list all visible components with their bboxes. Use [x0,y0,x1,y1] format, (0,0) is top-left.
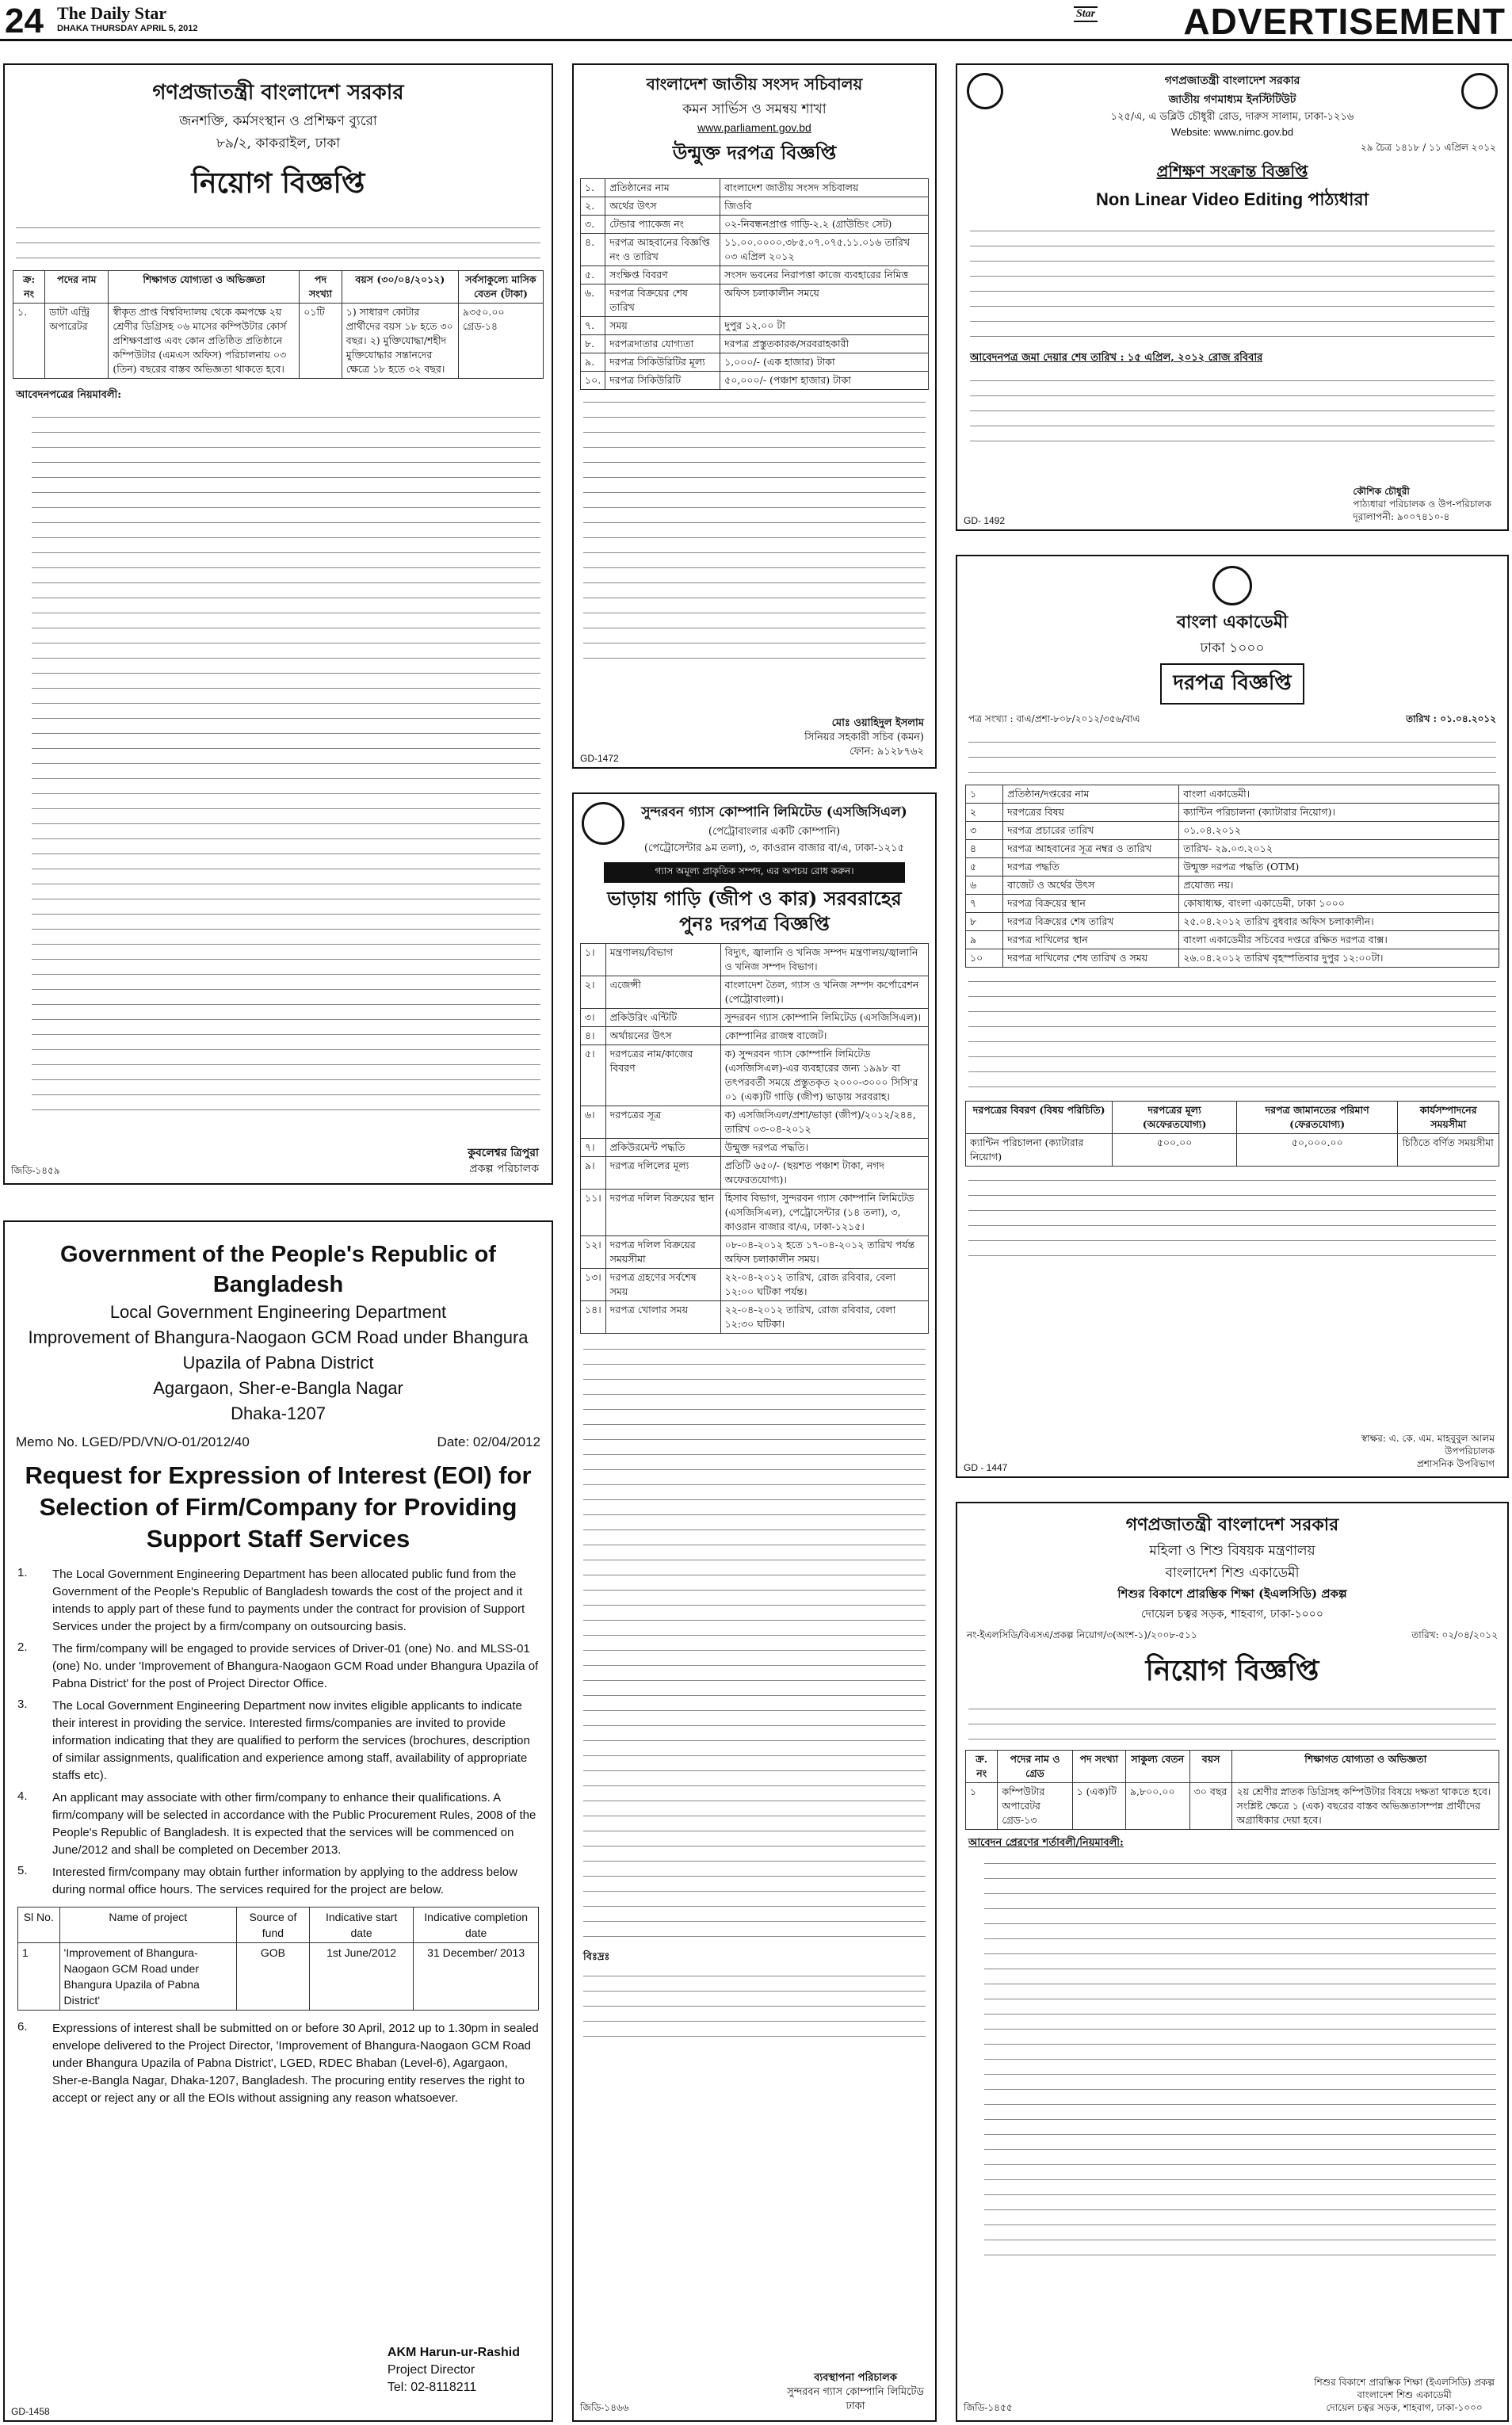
tender-table [965,785,1499,968]
col-header: সর্বসাকুল্যে মাসিক বেতন (টাকা) [458,271,543,304]
signer-phone: Tel: 02-8118211 [387,2381,477,2394]
cell: দরপত্র দাখিলের শেষ তারিখ ও সময় [1003,949,1179,968]
table-row [581,944,929,976]
cell: ১ (এক)টি [1072,1783,1125,1830]
slogan-band: গ্যাস অমূল্য প্রাকৃতিক সম্পদ, এর অপচয় রোধ করুন। [604,862,905,883]
signer-title: ব্যবস্থাপনা পরিচালক [814,2372,897,2384]
table-row [18,1943,539,2011]
cell: ৩. [581,216,605,234]
cell: দরপত্র বিক্রয়ের শেষ তারিখ [1003,913,1179,931]
col-header: Name of project [59,1908,236,1943]
nimc-logo-icon [1461,73,1498,109]
cell: হিসাব বিভাগ, সুন্দরবন গ্যাস কোম্পানি লিমিটেড (এসজিসিএল), পেট্রোসেন্টার (১৪ তলা), ৩, কাওরান বাজার বা/এ, ঢাকা-১২১৫। [720,1190,928,1236]
cell: ৪ [966,840,1003,858]
cell: ৫ [966,858,1003,876]
signer-name: স্বাক্ষর: এ. কে. এম. মাহবুবুল আলম [1361,1433,1495,1444]
cell: উন্মুক্ত দরপত্র পদ্ধতি (OTM) [1179,858,1499,876]
paragraph-3: 3. The Local Government Engineering Department now invites eligible applicants to indicate their interest in providing the service. Interested firms/companies are invited to provide information indicating that they are qualified to perform the services (brochures, description of similar assignments, qualification and experience among staff, availability of appropriate staffs etc). [17,1698,530,1782]
col-header: Indicative completion date [414,1908,539,1943]
cell: ২২-০৪-২০১২ তারিখ, রোজ রবিবার, বেলা ১২:৩০ ঘটিকা। [720,1301,928,1334]
signer-title: শিশুর বিকাশে প্রারম্ভিক শিক্ষা (ইএলসিডি) প্রকল্প [1314,2377,1495,2388]
cell: দরপত্র আহবানের সূত্র নম্বর ও তারিখ [1003,840,1179,858]
table-row [581,1190,929,1236]
cell: ৭ [966,895,1003,913]
col-header: দরপত্রের মূল্য (অফেরতযোগ্য) [1113,1102,1237,1134]
gd-code: GD- 1492 [964,515,1006,526]
cell: প্রযোজ্য নয়। [1179,876,1499,895]
section-title: ADVERTISEMENT [1183,1,1506,42]
cell: প্রকিউরমেন্ট পদ্ধতি [605,1139,720,1157]
col-header: বয়স [1189,1751,1232,1783]
academy-logo-icon [1212,566,1252,605]
table-row [581,1269,929,1301]
cell: ৩। [581,1009,606,1027]
ad-shishu-academy-recruitment [956,1502,1509,2422]
conditions-text [5,407,552,1110]
ad-address: (পেট্রোসেন্টার ৯ম তলা), ৩, কাওরান বাজার বা/এ, ঢাকা-১২১৫ [643,842,905,854]
cell: ২. [581,197,605,216]
col-header: পদের নাম ও গ্রেড [998,1751,1072,1783]
cell: জিওবি [720,197,929,216]
signer-title: সিনিয়র সহকারী সচিব (কমন) [804,731,924,743]
signer-title: উপপরিচালক [1445,1445,1495,1457]
signer-name: AKM Harun-ur-Rashid [387,2346,520,2359]
ad-title: বাংলা একাডেমী [1176,612,1289,632]
cell: ৯,৮০০.০০ [1125,1783,1189,1830]
table-row [581,179,929,197]
table-row [581,1045,929,1106]
cell: দরপত্র দলিল বিক্রয়ের স্থান [605,1190,720,1236]
intro-text [5,220,552,258]
cell: দরপত্রদাতার যোগ্যতা [605,335,720,353]
signer-name: কৌশিক চৌধুরী [1353,486,1410,497]
notice-date: ২৯ চৈত্র ১৪১৮ / ১১ এপ্রিল ২০১২ [1360,142,1496,153]
cell: ২ [966,804,1003,822]
cell: সময় [605,317,720,335]
cell: ২৬.০৪.২০১২ তারিখ বৃহস্পতিবার দুপুর ১২:০০টা। [1179,949,1499,968]
cell: 1st June/2012 [309,1943,413,2011]
cell: দরপত্র প্রচারের তারিখ [1003,822,1179,840]
cell: স্বীকৃত প্রাপ্ত বিশ্ববিদ্যালয় থেকে কমপক্ষে ২য় শ্রেণীর ডিগ্রিসহ ০৬ মাসের কম্পিউটার কোর্স প্রশিক্ষণপ্রাপ্ত এবং কোন প্রতিষ্ঠিত প্রতিষ্ঠানে কম্পিউটার (এমএস অফিস) পরিচালনায় ০৩ (তিন) বছরের বাস্তব অভিজ্ঞতা থাকতে হবে। [109,304,300,379]
ad-heading: ভাড়ায় গাড়ি (জীপ ও কার) সরবরাহের [607,887,902,910]
department: Local Government Engineering Department [109,1302,447,1322]
project-name: Improvement of Bhangura-Naogaon GCM Road under Bhangura Upazila of Pabna District [28,1327,529,1373]
cell: ১. [13,304,45,379]
website-link[interactable]: www.parliament.gov.bd [697,121,811,134]
memo-date: তারিখ: ০২/০৪/২০১২ [1411,1629,1498,1640]
company-logo-icon [582,802,624,845]
ad-title: গণপ্রজাতন্ত্রী বাংলাদেশ সরকার [1125,1514,1339,1535]
cell: প্রকিউরিং এন্টিটি [605,1009,720,1027]
city: Dhaka-1207 [231,1403,326,1423]
tender-table [580,178,929,390]
cell: ২। [581,976,606,1009]
vacancy-table [13,270,544,379]
cell: অর্থায়নের উৎস [605,1027,720,1045]
intro-text [957,730,1507,785]
table-row [966,840,1499,858]
table-row [966,1783,1499,1830]
tender-details [957,968,1507,1101]
cell: ১) সাধারণ কোটার প্রার্থীদের বয়স ১৮ হতে ৩০ বছর। ২) মুক্তিযোদ্ধা/শহীদ মুক্তিযোদ্ধার সন্তানদের ক্ষেত্রে ১৮ হতে ৩২ বছর। [342,304,458,379]
table-row [581,1009,929,1027]
ad-parliament-tender [572,63,937,769]
table-row [581,234,929,266]
issue-date: DHAKA THURSDAY APRIL 5, 2012 [57,24,198,33]
table-row [581,266,929,285]
gd-code: জিডি-১৪৫৯ [11,1165,60,1176]
ad-address: ৮৯/২, কাকরাইল, ঢাকা [216,136,341,151]
ad-subtitle: কমন সার্ভিস ও সমন্বয় শাখা [682,101,827,117]
cell: ১১.০০.০০০০.৩৮৫.০৭.০৭৫.১১.০১৬ তারিখ ০৩ এপ্রিল ২০১২ [720,234,929,266]
cell: কোষাধ্যক্ষ, বাংলা একাডেমী, ঢাকা ১০০০ [1179,895,1499,913]
col-header: Source of fund [236,1908,309,1943]
ad-heading: দরপত্র বিজ্ঞপ্তি [1160,663,1304,705]
cell: বাংলাদেশ জাতীয় সংসদ সচিবালয় [720,179,929,197]
cell: কম্পিউটার অপারেটর গ্রেড-১৩ [998,1783,1072,1830]
cell: দরপত্রের নাম/কাজের বিবরণ [605,1045,720,1106]
gd-code: জিডি-১৪৬৬ [580,2402,629,2413]
cell: দরপত্রের বিষয় [1003,804,1179,822]
signer-name: মোঃ ওয়াহিদুল ইসলাম [831,717,924,729]
notice-text-2 [957,369,1507,453]
paper-logo: Star [1074,6,1098,22]
cell: দরপত্র দাখিলের স্থান [1003,931,1179,949]
ministry: মহিলা ও শিশু বিষয়ক মন্ত্রণালয় [1149,1543,1315,1559]
tender-table [580,943,929,1334]
cell: সংক্ষিপ্ত বিবরণ [605,266,720,285]
cell: প্রতিষ্ঠানের নাম [605,179,720,197]
ad-bangla-academy-tender [956,555,1509,1478]
col-header: বয়স (৩০/০৪/২০১২) [342,271,458,304]
cell: ১. [581,179,605,197]
table-row [581,285,929,317]
table-row [581,1236,929,1269]
conditions-text [957,1854,1507,2255]
closing-text [957,1167,1507,1270]
conditions-title: আবেদনপত্রের নিয়মাবলী: [16,389,122,401]
cell: অর্থের উৎস [605,197,720,216]
col-header: Sl No. [18,1908,60,1943]
gd-code: GD-1458 [11,2406,50,2417]
cell: দরপত্র সিকিউরিটি [605,372,720,390]
table-row [581,1157,929,1190]
cell: ১২। [581,1236,606,1269]
table-row [581,1301,929,1334]
cell: ১১। [581,1190,606,1236]
table-row [966,895,1499,913]
cell: ৪। [581,1027,606,1045]
signer-city: ঢাকা [846,2400,865,2412]
paragraph-6: 6. Expressions of interest shall be submitted on or before 30 April, 2012 up to 1.30pm in sealed envelope delivered to the Project Director, 'Improvement of Bhangura-Naogaon GCM Road under Bhangura Upazila of Pabna District', LGED, RDEC Bhaban (Level-6), Agargaon, Sher-e-Bangla Nagar, Dhaka-1207, Bangladesh. The procuring entity reserves the right to accept or reject any or all the EOIs without assigning any reason whatsoever. [17,2020,539,2105]
cell: টেন্ডার প্যাকেজ নং [605,216,720,234]
col-header: কার্যসম্পাদনের সময়সীমা [1398,1102,1499,1134]
cell: ০৮-০৪-২০১২ হতে ১৭-০৪-২০১২ তারিখ পর্যন্ত অফিস চলাকালীন সময়। [720,1236,928,1269]
table-row [966,913,1499,931]
col-header: পদ সংখ্যা [300,271,342,304]
cell: 31 December/ 2013 [414,1943,539,2011]
table-row [966,785,1499,804]
memo-number: পত্র সংখ্যা : বাএ/প্রশা-৮০৮/২০১২/৩৫৬/বাএ [968,713,1140,724]
cell: ১। [581,944,606,976]
project-table [17,1907,539,2011]
cell: ৬ [966,876,1003,895]
ad-subtitle: ঢাকা ১০০০ [1200,640,1265,656]
cell: দুপুর ১২.০০ টা [720,317,929,335]
col-header: ক্র. নং [966,1751,998,1783]
cell: ০২-নিবন্ধনপ্রাপ্ত গাড়ি-২.২ (গ্রাউন্ডিং সেট) [720,216,929,234]
cell: দরপত্র সিকিউরিটির মূল্য [605,353,720,372]
address: Agargaon, Sher-e-Bangla Nagar [153,1378,403,1398]
cell: ক) এসজিসিএল/প্রশা/ভাড়া (জীপ)/২০১২/২৪৪, তারিখ ০৩-০৪-২০১২ [720,1106,928,1139]
ad-subtitle: (পেট্রোবাংলার একটি কোম্পানি) [708,826,841,838]
ad-lged-eoi [3,1220,553,2422]
deadline-note: আবেদনপত্র জমা দেয়ার শেষ তারিখ : ১৫ এপ্রিল, ২০১২ রোজ রবিবার [970,352,1263,364]
cell: দরপত্র খোলার সময় [605,1301,720,1334]
col-header: ক্র: নং [13,271,45,304]
cell: মন্ত্রণালয়/বিভাগ [605,944,720,976]
cell: 1 [18,1943,60,2011]
signer-name: কুবলেশ্বর ত্রিপুরা [468,1147,539,1159]
tender-details [574,390,935,670]
signer-phone: ফোন: ৯১২৮৭৬২ [850,746,924,758]
cell: বাংলা একাডেমীর সচিবের দপ্তরে রক্ষিত দরপত্র বাক্স। [1179,931,1499,949]
ad-sundarban-gas [572,792,937,2422]
ad-title: গণপ্রজাতন্ত্রী বাংলাদেশ সরকার [1164,74,1300,87]
col-header: পদের নাম [45,271,109,304]
ad-title: বাংলাদেশ জাতীয় সংসদ সচিবালয় [646,74,863,94]
ad-subtitle: জনশক্তি, কর্মসংস্থান ও প্রশিক্ষণ ব্যুরো [179,113,377,129]
table-row [966,858,1499,876]
cell: ৫. [581,266,605,285]
col-header: Indicative start date [309,1908,413,1943]
table-row [966,931,1499,949]
cell: ক) সুন্দরবন গ্যাস কোম্পানি লিমিটেড (এসজিসিএল)-এর ব্যবহারের জন্য ১৯৯৮ বা তৎপরবর্তী সময়ে প্রস্তুতকৃত ২০০০-৩০০০ সিসি'র ০১ (এক)টি গাড়ি (জীপ) ভাড়ায় সরবরাহ। [720,1045,928,1106]
notice-text [957,219,1507,349]
ad-heading: প্রশিক্ষণ সংক্রান্ত বিজ্ঞপ্তি [1156,162,1308,181]
signer-phone: দূরালাপনী: ৯০০৭৪১০-৪ [1353,511,1450,522]
cell: দরপত্র দলিল বিক্রয়ের সময়সীমা [605,1236,720,1269]
cell: ১০. [581,372,605,390]
cell: ৯। [581,1157,606,1190]
cell: ৫। [581,1045,606,1106]
table-row [966,804,1499,822]
table-row [966,949,1499,968]
table-row [581,1139,929,1157]
signer-title: পাঠ্যধারা পরিচালক ও উপ-পরিচালক [1353,498,1491,510]
cell: ক্যান্টিন পরিচালনা (ক্যাটারার নিয়োগ)। [1179,804,1499,822]
ad-bmet-recruitment [3,63,553,1185]
memo-number: নং-ইএলসিডি/বিএসএ/প্রকল্প নিয়োগ/৩(অংশ-১)/২০০৮-৫১১ [967,1629,1197,1640]
col-header: সাকুল্য বেতন [1125,1751,1189,1783]
cell: ১০ [966,949,1003,968]
ad-title: গণপ্রজাতন্ত্রী বাংলাদেশ সরকার [152,81,404,105]
cell: দরপত্র পদ্ধতি [1003,858,1179,876]
cell: প্রতিষ্ঠান/দপ্তরের নাম [1003,785,1179,804]
signer-org: সুন্দরবন গ্যাস কোম্পানি লিমিটেড [787,2386,924,2398]
gd-code: জিডি-১৪৫৫ [964,2402,1013,2413]
website: Website: www.nimc.gov.bd [1170,126,1294,138]
cell: GOB [236,1943,309,2011]
cell: ১ [966,785,1003,804]
cell: সংসদ ভবনের নিরাপত্তা কাজে ব্যবহারের নিমিত্ত [720,266,929,285]
cell: অফিস চলাকালীন সময়ে [720,285,929,317]
signer-org: বাংলাদেশ শিশু একাডেমী [1357,2389,1452,2400]
cell: প্রতিটি ৬৫০/- (ছয়শত পঞ্চাশ টাকা, নগদ অফেরতযোগ্য)। [720,1157,928,1190]
cell: ২২-০৪-২০১২ তারিখ, রোজ রবিবার, বেলা ১২:০০ ঘটিকা পর্যন্ত। [720,1269,928,1301]
masthead [0,0,1512,41]
note-text [574,1965,935,2047]
memo-date: তারিখ : ০১.০৪.২০১২ [1406,713,1496,724]
paragraph-4: 4. An applicant may associate with other firm/company to enhance their qualifications. A firm/company will be selected in accordance with the Public Procurement Rules, 2008 of the People's Republic of Bangladesh. It is expected that the services will be commenced on June/2012 and shall be completed on December 2013. [17,1789,536,1857]
ad-heading: উন্মুক্ত দরপত্র বিজ্ঞপ্তি [672,141,837,164]
ad-title: Government of the People's Republic of Bangladesh [60,1242,496,1297]
cell: উন্মুক্ত দরপত্র পদ্ধতি। [720,1139,928,1157]
signer-office: প্রশাসনিক উপবিভাগ [1416,1458,1495,1469]
cell: সুন্দরবন গ্যাস কোম্পানি লিমিটেড (এসজিসিএল)। [720,1009,928,1027]
cell: ১,০০০/- (এক হাজার) টাকা [720,353,929,372]
cell: কোম্পানির রাজস্ব বাজেট। [720,1027,928,1045]
table-row [581,197,929,216]
cell: 'Improvement of Bhangura-Naogaon GCM Road under Bhangura Upazila of Pabna District' [59,1943,236,2011]
cell: ২৫.০৪.২০১২ তারিখ বুধবার অফিস চলাকালীন। [1179,913,1499,931]
table-row [581,216,929,234]
table-row [581,976,929,1009]
paper-name: The Daily Star [57,3,167,23]
cell: ৩০ বছর [1189,1783,1232,1830]
eoi-heading: Request for Expression of Interest (EOI) for Selection of Firm/Company for Providing Support Staff Services [25,1461,532,1552]
cell: ৫০,০০০/- (পঞ্চাশ হাজার) টাকা [720,372,929,390]
cell: চিঠিতে বর্ণিত সময়সীমা [1398,1134,1499,1167]
cell: ৪. [581,234,605,266]
table-row [581,317,929,335]
memo-number: Memo No. LGED/PD/VN/O-01/2012/40 [16,1434,250,1449]
conditions-title: আবেদন প্রেরণের শর্তাবলী/নিয়মাবলী: [968,1837,1124,1849]
note-title: বিঃদ্রঃ [583,1951,610,1963]
table-row [581,335,929,353]
cell: দরপত্র আহবানের বিজ্ঞপ্তি নং ও তারিখ [605,234,720,266]
fee-table [965,1101,1499,1167]
cell: দরপত্র বিক্রয়ের স্থান [1003,895,1179,913]
cell: ৫০,০০০.০০ [1236,1134,1398,1167]
cell: ৩ [966,822,1003,840]
cell: দরপত্রের সূত্র [605,1106,720,1139]
cell: বাজেট ও অর্থের উৎস [1003,876,1179,895]
paragraph-2: 2. The firm/company will be engaged to provide services of Driver-01 (one) No. and MLSS-01 (one) No. under 'Improvement of Bhangura-Naogaon GCM Road under Bhangura Upazila of Pabna District' for the post of Project Director Office. [17,1640,539,1690]
col-header: শিক্ষাগত যোগ্যতা ও অভিজ্ঞতা [1232,1751,1499,1783]
table-row [966,1134,1499,1167]
cell: ৬। [581,1106,606,1139]
cell: দরপত্র বিক্রয়ের শেষ তারিখ [605,285,720,317]
cell: দরপত্র প্রস্তুতকারক/সরবরাহকারী [720,335,929,353]
table-row [581,353,929,372]
table-row [13,304,544,379]
ad-subtitle: জাতীয় গণমাধ্যম ইনস্টিটিউট [1168,94,1296,106]
signer-title: Project Director [387,2363,475,2377]
ad-address: ১২৫/এ, এ ডব্লিউ চৌধুরী রোড, দারুস সালাম, ঢাকা-১২১৬ [1110,111,1354,123]
tender-details [574,1337,935,1949]
cell: ০১টি [300,304,342,379]
gd-code: GD - 1447 [964,1462,1008,1473]
cell: ৭। [581,1139,606,1157]
government-emblem-icon [967,73,1003,109]
memo-date: Date: 02/04/2012 [437,1434,540,1449]
course-name: Non Linear Video Editing পাঠ্যধারা [1096,189,1369,209]
cell: ৭. [581,317,605,335]
intro-text [957,1700,1507,1748]
cell: ডাটা এন্ট্রি অপারেটর [45,304,109,379]
signer-title: প্রকল্প পরিচালক [469,1163,539,1175]
col-header: শিক্ষাগত যোগ্যতা ও অভিজ্ঞতা [109,271,300,304]
col-header: দরপত্রের বিবরণ (বিষয় পরিচিতি) [966,1102,1113,1134]
cell: ৯ [966,931,1003,949]
cell: ১৩। [581,1269,606,1301]
organization: বাংলাদেশ শিশু একাডেমী [1165,1565,1300,1581]
cell: ৯. [581,353,605,372]
cell: বাংলাদেশ তৈল, গ্যাস ও খনিজ সম্পদ কর্পোরেশন (পেট্রোবাংলা)। [720,976,928,1009]
table-row [966,822,1499,840]
cell: ১ [966,1783,998,1830]
ad-heading-2: পুনঃ দরপত্র বিজ্ঞপ্তি [679,912,830,935]
cell: দরপত্র গ্রহণের সর্বশেষ সময় [605,1269,720,1301]
ad-heading: নিয়োগ বিজ্ঞপ্তি [191,166,365,200]
table-row [581,372,929,390]
cell: এজেন্সী [605,976,720,1009]
cell: বিদ্যুৎ, জ্বালানি ও খনিজ সম্পদ মন্ত্রণালয়/জ্বালানি ও খনিজ সম্পদ বিভাগ। [720,944,928,976]
cell: ৯৩৫০.০০ গ্রেড-১৪ [458,304,543,379]
table-row [581,1106,929,1139]
ad-address: দোয়েল চত্বর সড়ক, শাহবাগ, ঢাকা-১০০০ [1140,1608,1324,1621]
cell: ০১.০৪.২০১২ [1179,822,1499,840]
cell: ১৪। [581,1301,606,1334]
cell: তারিখ- ২৯.০৩.২০১২ [1179,840,1499,858]
cell: দরপত্র দলিলের মূল্য [605,1157,720,1190]
cell: ৮ [966,913,1003,931]
cell: ৫০০.০০ [1113,1134,1237,1167]
paragraph-1: 1. The Local Government Engineering Department has been allocated public fund from the Government of the People's Republic of Bangladesh towards the cost of the project and it intends to apply part of these fund to payments under the contract for provision of Support Services under the project by a firm/company on outsourcing basis. [17,1566,525,1633]
cell: ২য় শ্রেণীর স্নাতক ডিগ্রিসহ কম্পিউটার বিষয়ে দক্ষতা থাকতে হবে। সংশ্লিষ্ট ক্ষেত্রে ১ (এক) বছরের বাস্তব অভিজ্ঞতাসম্পন্ন প্রার্থীদের অগ্রাধিকার দেয়া হবে। [1232,1783,1499,1830]
cell: বাংলা একাডেমী। [1179,785,1499,804]
ad-nimc-training [956,63,1509,531]
table-row [966,876,1499,895]
table-row [581,1027,929,1045]
project-name: শিশুর বিকাশে প্রারম্ভিক শিক্ষা (ইএলসিডি) প্রকল্প [1117,1587,1347,1601]
cell: ৬. [581,285,605,317]
ad-heading: নিয়োগ বিজ্ঞপ্তি [1145,1654,1319,1687]
signer-address: দোয়েল চত্বর সড়ক, শাহবাগ, ঢাকা-১০০০ [1326,2402,1483,2413]
cell: ক্যান্টিন পরিচালনা (ক্যাটারার নিয়োগ) [966,1134,1113,1167]
vacancy-table [965,1750,1499,1830]
col-header: দরপত্র জামানতের পরিমাণ (ফেরতযোগ্য) [1236,1102,1398,1134]
page-number: 24 [5,2,44,40]
cell: ৮. [581,335,605,353]
ad-title: সুন্দরবন গ্যাস কোম্পানি লিমিটেড (এসজিসিএল) [641,804,907,820]
col-header: পদ সংখ্যা [1072,1751,1125,1783]
gd-code: GD-1472 [580,753,619,764]
paragraph-5: 5. Interested firm/company may obtain further information by applying to the address below during normal office hours. The services required for the project are below. [17,1864,517,1896]
